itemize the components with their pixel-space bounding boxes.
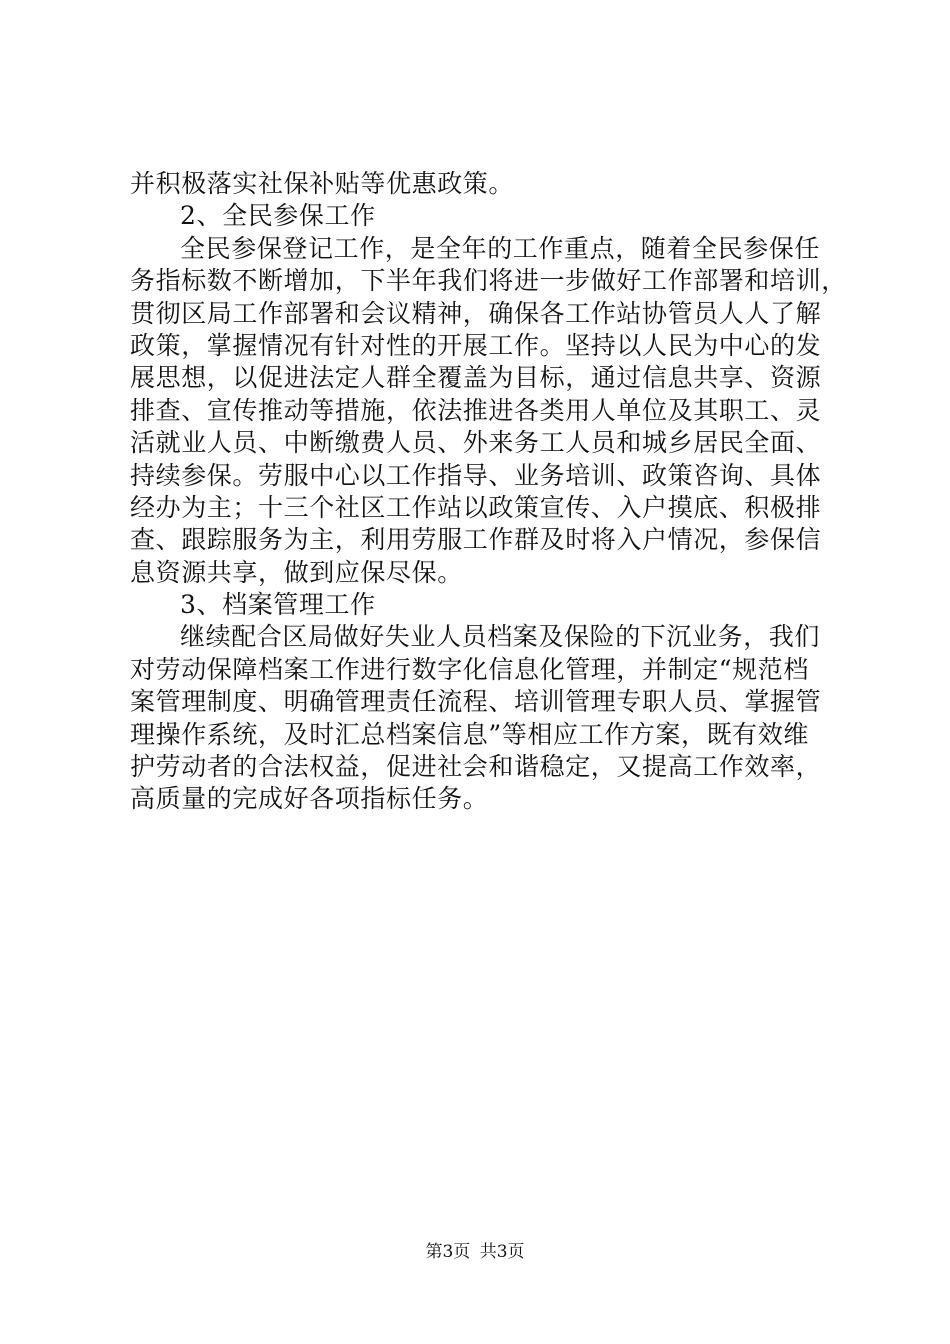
page-number: 第3页 <box>425 1242 471 1262</box>
text-line: 贯彻区局工作部署和会议精神，确保各工作站协管员人人了解 <box>130 298 822 328</box>
text-line: 经办为主；十三个社区工作站以政策宣传、入户摸底、积极排 <box>130 492 822 522</box>
text-line: 继续配合区局做好失业人员档案及保险的下沉业务，我们 <box>180 622 821 652</box>
text-line: 3、档案管理工作 <box>180 590 376 620</box>
text-line: 展思想，以促进法定人群全覆盖为目标，通过信息共享、资源 <box>130 363 822 393</box>
text-line: 2、全民参保工作 <box>180 201 376 231</box>
document-body <box>130 168 847 816</box>
text-line: 排查、宣传推动等措施，依法推进各类用人单位及其职工、灵 <box>130 395 822 425</box>
text-line: 活就业人员、中断缴费人员、外来务工人员和城乡居民全面、 <box>130 428 822 458</box>
text-line: 政策，掌握情况有针对性的开展工作。坚持以人民为中心的发 <box>130 330 822 360</box>
text-line: 全民参保登记工作，是全年的工作重点，随着全民参保任 <box>180 233 821 263</box>
text-line: 务指标数不断增加，下半年我们将进一步做好工作部署和培训， <box>130 266 847 296</box>
page-footer <box>0 1241 950 1263</box>
text-line: 护劳动者的合法权益，促进社会和谐稳定，又提高工作效率， <box>130 752 822 782</box>
text-line: 理操作系统，及时汇总档案信息”等相应工作方案，既有效维 <box>130 719 809 749</box>
text-line: 查、跟踪服务为主，利用劳服工作群及时将入户情况，参保信 <box>130 525 822 555</box>
text-line: 高质量的完成好各项指标任务。 <box>130 784 489 814</box>
page-total: 共3页 <box>479 1242 525 1262</box>
text-line: 持续参保。劳服中心以工作指导、业务培训、政策咨询、具体 <box>130 460 822 490</box>
text-line: 并积极落实社保补贴等优惠政策。 <box>130 169 515 198</box>
text-line: 息资源共享，做到应保尽保。 <box>130 557 463 587</box>
text-line: 案管理制度、明确管理责任流程、培训管理专职人员、掌握管 <box>130 687 822 717</box>
text-line: 对劳动保障档案工作进行数字化信息化管理，并制定“规范档 <box>130 654 809 684</box>
